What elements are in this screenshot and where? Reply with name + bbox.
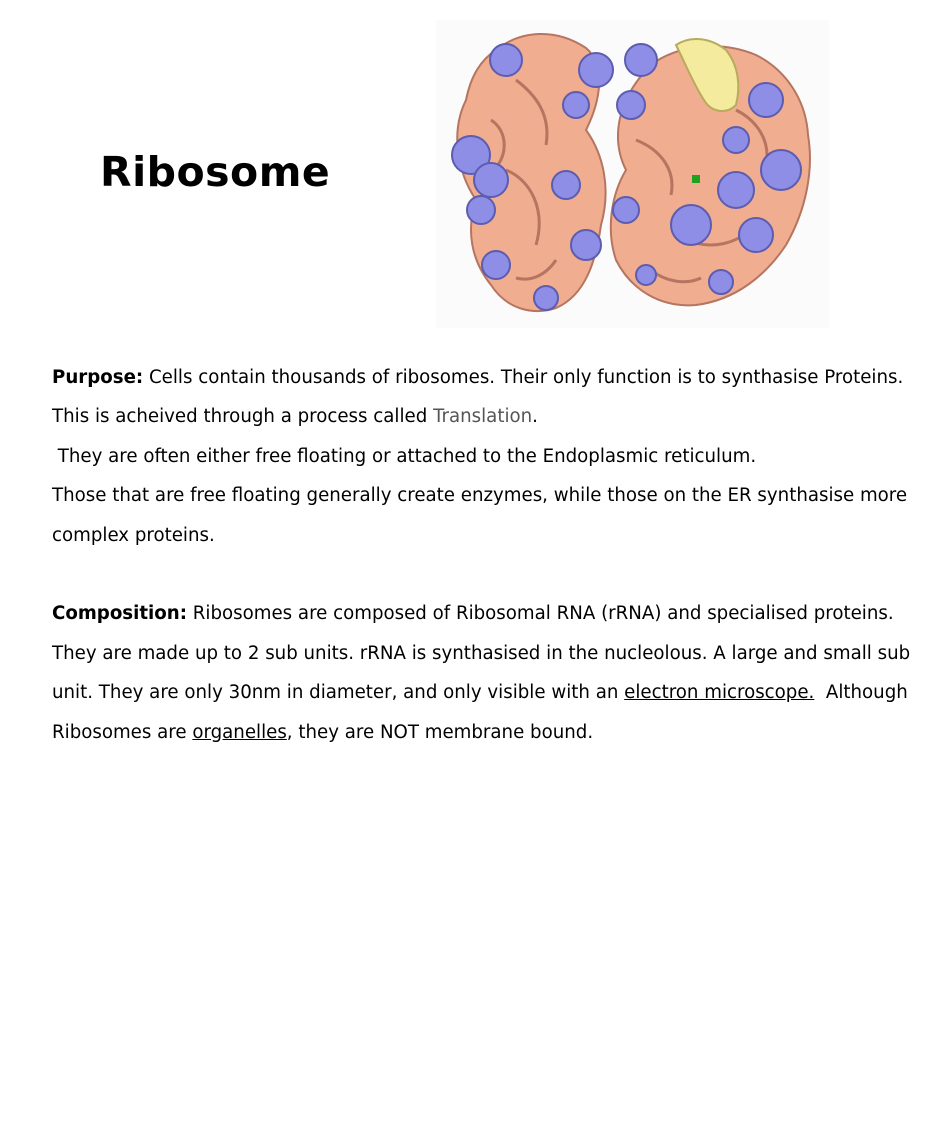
- composition-text-end: , they are NOT membrane bound.: [286, 721, 594, 743]
- content-body: [52, 358, 922, 752]
- paragraph-spacer: [52, 555, 922, 594]
- purpose-line-2: They are often either free floating or attached to the Endoplasmic reticulum.: [52, 445, 757, 467]
- ribosome-illustration: [436, 20, 829, 328]
- composition-paragraph: [52, 594, 922, 752]
- small-subunit: [611, 39, 810, 305]
- composition-text: Ribosomes are composed of Ribosomal RNA (rRNA) and specialised proteins. They are made up to 2 sub units. rRNA is synthasised in the nucleolous. A large and small sub unit. They are only 30nm in diameter, and only visible with an: [52, 603, 916, 704]
- composition-text-middle: Although Ribosomes are: [52, 682, 914, 743]
- ribosome-image: [436, 20, 829, 328]
- page-title: Ribosome: [100, 148, 331, 196]
- purpose-paragraph: [52, 358, 922, 437]
- composition-label: Composition:: [52, 603, 188, 625]
- purpose-text: Cells contain thousands of ribosomes. Their only function is to synthasise Proteins. This is acheived through a process called: [52, 367, 904, 428]
- purpose-label: Purpose:: [52, 367, 144, 388]
- translation-link[interactable]: Translation: [433, 406, 533, 428]
- organelles-link[interactable]: organelles: [192, 721, 287, 743]
- electron-microscope-link[interactable]: electron microscope.: [624, 682, 815, 704]
- purpose-text-end: .: [532, 406, 538, 428]
- large-subunit: [452, 34, 613, 311]
- purpose-line-3: Those that are free floating generally create enzymes, while those on the ER synthasise more complex proteins.: [52, 485, 908, 546]
